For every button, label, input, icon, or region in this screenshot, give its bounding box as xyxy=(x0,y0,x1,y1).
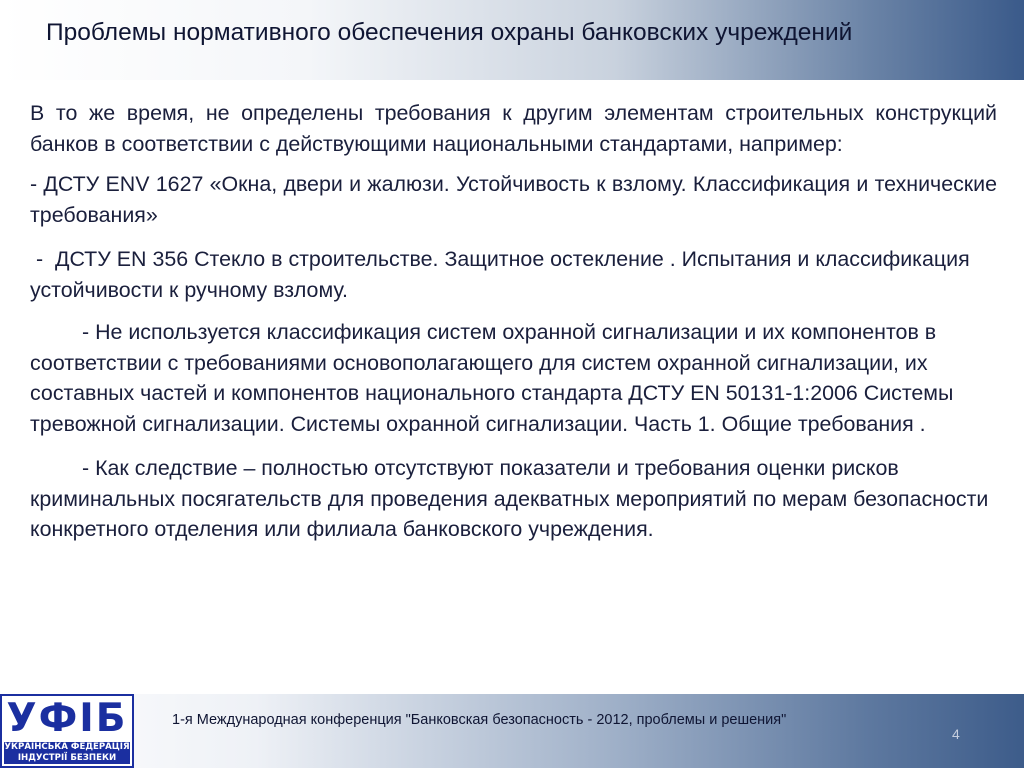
logo-subtitle xyxy=(4,742,130,764)
paragraph-dstu-en-356: - ДСТУ EN 356 Стекло в строительстве. Защитное остекление . Испытания и классификация устойчивости к ручному взлому. xyxy=(30,247,976,302)
logo-wordmark: УФІБ xyxy=(6,696,128,741)
slide-header xyxy=(0,0,1024,80)
logo-subtitle-line2: ІНДУСТРІЇ БЕЗПЕКИ xyxy=(17,753,117,763)
slide-title: Проблемы нормативного обеспечения охраны банковских учреждений xyxy=(46,19,853,46)
slide-body xyxy=(30,98,997,545)
ufib-logo xyxy=(0,694,134,768)
paragraph-dstu-env-1627: - ДСТУ ENV 1627 «Окна, двери и жалюзи. Устойчивость к взлому. Классификация и технические требования» xyxy=(30,172,997,227)
paragraph-consequence: - Как следствие – полностью отсутствуют показатели и требования оценки рисков криминальных посягательств для проведения адекватных мероприятий по мерам безопасности конкретного отделения или филиала банковского учреждения. xyxy=(30,456,989,541)
paragraph-alarm-classification: - Не используется классификация систем охранной сигнализации и их компонентов в соответствии с требованиями основополагающего для систем охранной сигнализации, их составных частей и компонентов национального стандарта ДСТУ EN 50131-1:2006 Системы тревожной сигнализации. Системы охранной сигнализации. Часть 1. Общие требования . xyxy=(30,320,954,436)
conference-caption: 1-я Международная конференция "Банковская безопасность - 2012, проблемы и решения" xyxy=(172,712,787,728)
slide-footer xyxy=(0,694,1024,768)
logo-subtitle-line1: УКРАЇНСЬКА ФЕДЕРАЦІЯ xyxy=(4,742,130,752)
paragraph-intro: В то же время, не определены требования к другим элементам строительных конструкций банков в соответствии с действующими национальными стандартами, например: xyxy=(30,101,997,156)
page-number: 4 xyxy=(952,726,960,742)
